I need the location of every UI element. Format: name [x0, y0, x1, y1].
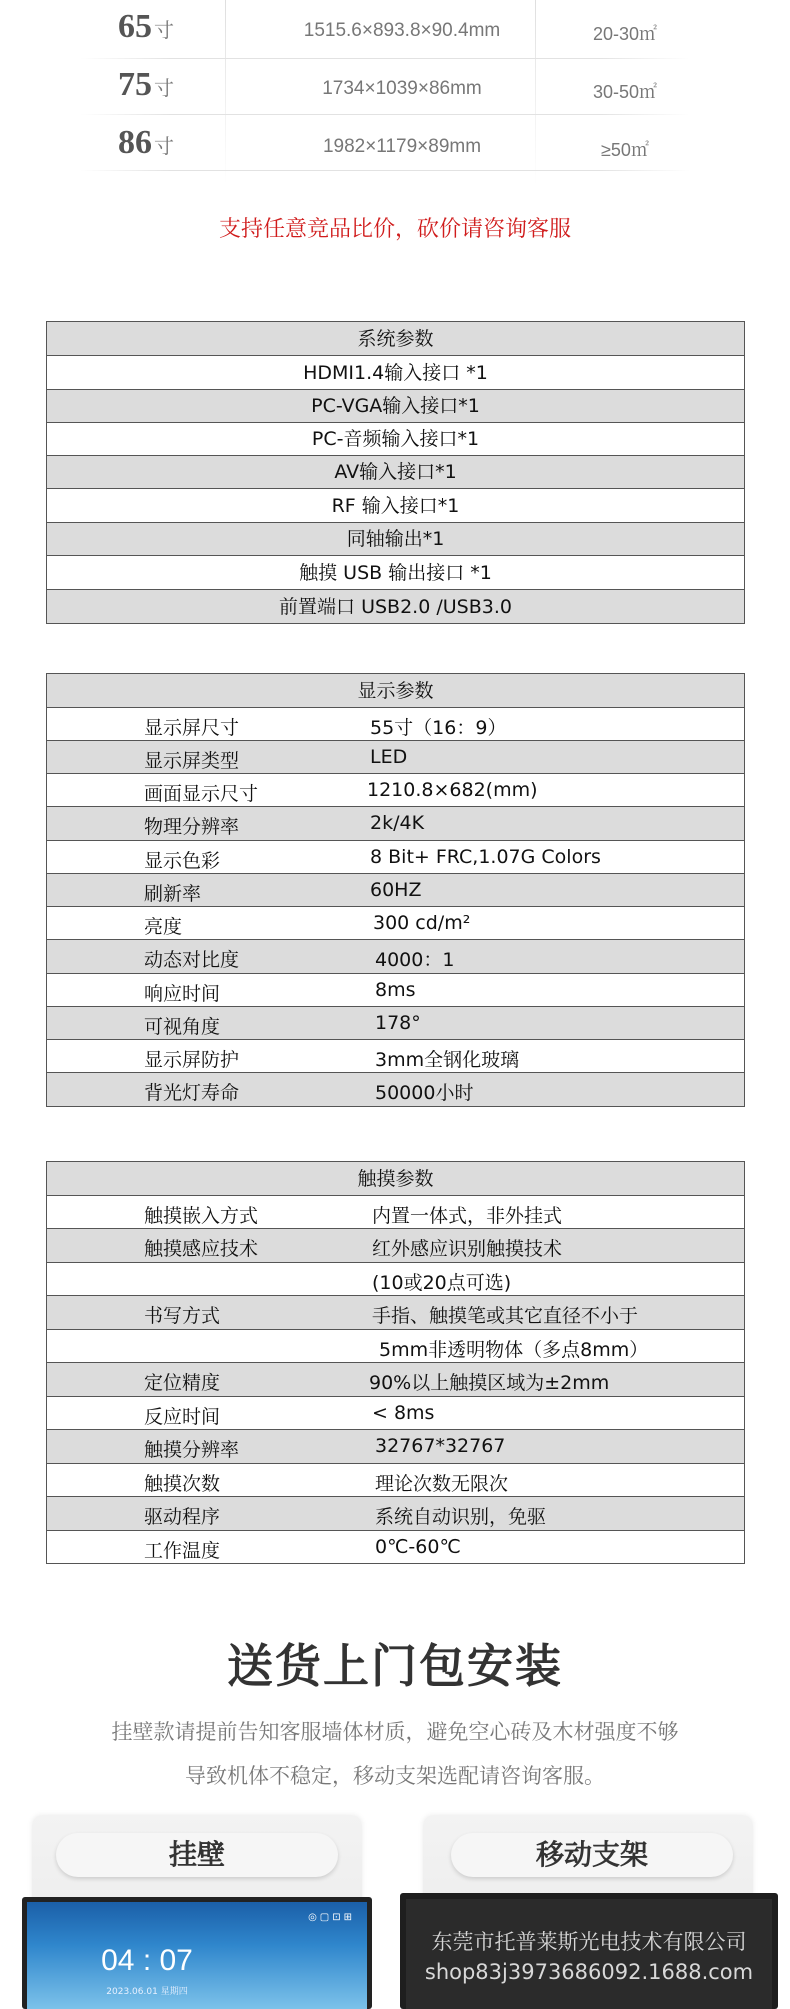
param-value: 2k/4K — [370, 812, 425, 834]
table-row — [47, 807, 744, 841]
table-row — [47, 1073, 744, 1107]
screen-clock: 04 : 07 — [101, 1944, 193, 1977]
system-params-table — [46, 321, 745, 624]
room-area: 20-30㎡ — [592, 24, 658, 44]
dimensions: 1982×1179×89mm — [322, 136, 482, 157]
table-row: AV输入接口*1 — [47, 456, 744, 489]
table-row — [47, 741, 744, 774]
param-value: 内置一体式，非外挂式 — [372, 1205, 563, 1227]
shop-watermark-name: 东莞市托普莱斯光电技术有限公司 — [431, 1930, 747, 1954]
param-name: 触摸嵌入方式 — [144, 1205, 259, 1227]
table-title: 触摸参数 — [47, 1162, 744, 1196]
table-row: HDMI1.4输入接口 *1 — [47, 356, 744, 390]
row-separator — [80, 170, 690, 171]
param-value: 178° — [375, 1012, 421, 1034]
table-row — [47, 1531, 744, 1564]
table-row: 触摸 USB 输出接口 *1 — [47, 556, 744, 590]
param-name: 工作温度 — [144, 1540, 221, 1562]
param-name: 动态对比度 — [144, 949, 240, 971]
param-value: 8 Bit+ FRC,1.07G Colors — [370, 846, 601, 868]
param-value: 8ms — [375, 979, 416, 1001]
param-value: 理论次数无限次 — [375, 1473, 509, 1495]
param-value: 红外感应识别触摸技术 — [372, 1238, 563, 1260]
table-row — [47, 1330, 744, 1363]
param-name: 亮度 — [144, 916, 183, 938]
table-row: PC-音频输入接口*1 — [47, 423, 744, 456]
param-name: 响应时间 — [144, 983, 221, 1005]
table-row — [47, 1263, 744, 1296]
param-value: 手指、触摸笔或其它直径不小于 — [372, 1305, 639, 1327]
param-name: 显示屏类型 — [144, 750, 240, 772]
param-value: 0℃-60℃ — [375, 1536, 461, 1558]
param-value: 32767*32767 — [375, 1435, 506, 1457]
table-row — [47, 1363, 744, 1397]
param-name: 可视角度 — [144, 1016, 221, 1038]
param-name: 显示屏防护 — [144, 1049, 240, 1071]
param-value: 300 cd/m² — [373, 912, 471, 934]
table-row — [47, 841, 744, 874]
room-area: 30-50㎡ — [592, 82, 658, 102]
size-value: 65 寸 — [118, 8, 174, 45]
param-value: (10或20点可选) — [372, 1272, 512, 1294]
param-name: 刷新率 — [144, 883, 202, 905]
param-name: 书写方式 — [144, 1305, 221, 1327]
touch-params-table — [46, 1161, 745, 1564]
size-row — [80, 116, 690, 172]
wall-mount-screen-image — [22, 1897, 372, 2009]
param-value: 1210.8×682(mm) — [367, 779, 538, 801]
table-row — [47, 1497, 744, 1531]
param-value: < 8ms — [372, 1402, 435, 1424]
table-row — [47, 874, 744, 907]
param-name: 显示色彩 — [144, 850, 221, 872]
param-name: 反应时间 — [144, 1406, 221, 1428]
install-description: 导致机体不稳定，移动支架选配请咨询客服。 — [185, 1764, 605, 1788]
table-row — [47, 974, 744, 1007]
table-row: RF 输入接口*1 — [47, 489, 744, 523]
install-headline: 送货上门包安装 — [227, 1639, 563, 1693]
table-title: 显示参数 — [47, 674, 744, 708]
param-name: 触摸分辨率 — [144, 1439, 240, 1461]
display-params-table — [46, 673, 745, 1107]
param-value: 90%以上触摸区域为±2mm — [369, 1372, 610, 1394]
table-row — [47, 1229, 744, 1263]
param-value: 系统自动识别，免驱 — [375, 1506, 547, 1528]
row-separator — [80, 114, 690, 115]
param-name: 背光灯寿命 — [144, 1082, 240, 1104]
table-row — [47, 1430, 744, 1464]
install-description: 挂壁款请提前告知客服墙体材质，避免空心砖及木材强度不够 — [111, 1720, 679, 1744]
param-name: 定位精度 — [144, 1372, 221, 1394]
table-row — [47, 1296, 744, 1330]
table-title: 系统参数 — [47, 322, 744, 356]
param-value: 5mm非透明物体（多点8mm） — [379, 1339, 649, 1361]
param-name: 显示屏尺寸 — [144, 717, 240, 739]
screen-date: 2023.06.01 星期四 — [106, 1987, 188, 1997]
size-table — [80, 0, 690, 168]
param-name: 触摸次数 — [144, 1473, 221, 1495]
mobile-stand-label: 移动支架 — [451, 1833, 733, 1877]
table-row: PC-VGA输入接口*1 — [47, 390, 744, 423]
dimensions: 1515.6×893.8×90.4mm — [303, 20, 501, 41]
param-value: 4000：1 — [375, 949, 455, 971]
table-row — [47, 940, 744, 974]
param-name: 驱动程序 — [144, 1506, 221, 1528]
table-row — [47, 1196, 744, 1229]
shop-watermark-url: shop83j3973686092.1688.com — [424, 1960, 754, 1984]
table-row — [47, 774, 744, 807]
table-row: 同轴输出*1 — [47, 523, 744, 556]
table-row — [47, 1007, 744, 1040]
table-row — [47, 708, 744, 741]
param-name: 画面显示尺寸 — [144, 783, 259, 805]
table-row — [47, 1040, 744, 1073]
param-value: 55寸（16：9） — [370, 717, 507, 739]
status-icons: ◎▢⊡⊞ — [308, 1912, 355, 1923]
param-value: 60HZ — [370, 879, 422, 901]
size-row — [80, 0, 690, 56]
param-value: 50000小时 — [375, 1082, 474, 1104]
room-area: ≥50㎡ — [601, 140, 649, 160]
param-name: 触摸感应技术 — [144, 1238, 259, 1260]
wall-mount-label: 挂壁 — [56, 1833, 338, 1877]
param-value: LED — [370, 746, 408, 768]
size-row — [80, 58, 690, 114]
table-row — [47, 1397, 744, 1430]
dimensions: 1734×1039×86mm — [322, 78, 482, 99]
param-name: 物理分辨率 — [144, 816, 240, 838]
size-value: 86 寸 — [118, 124, 174, 161]
table-row — [47, 907, 744, 940]
size-value: 75 寸 — [118, 66, 174, 103]
table-row — [47, 1464, 744, 1497]
table-row: 前置端口 USB2.0 /USB3.0 — [47, 590, 744, 624]
param-value: 3mm全钢化玻璃 — [375, 1049, 520, 1071]
price-match-note: 支持任意竞品比价，砍价请咨询客服 — [218, 217, 571, 242]
